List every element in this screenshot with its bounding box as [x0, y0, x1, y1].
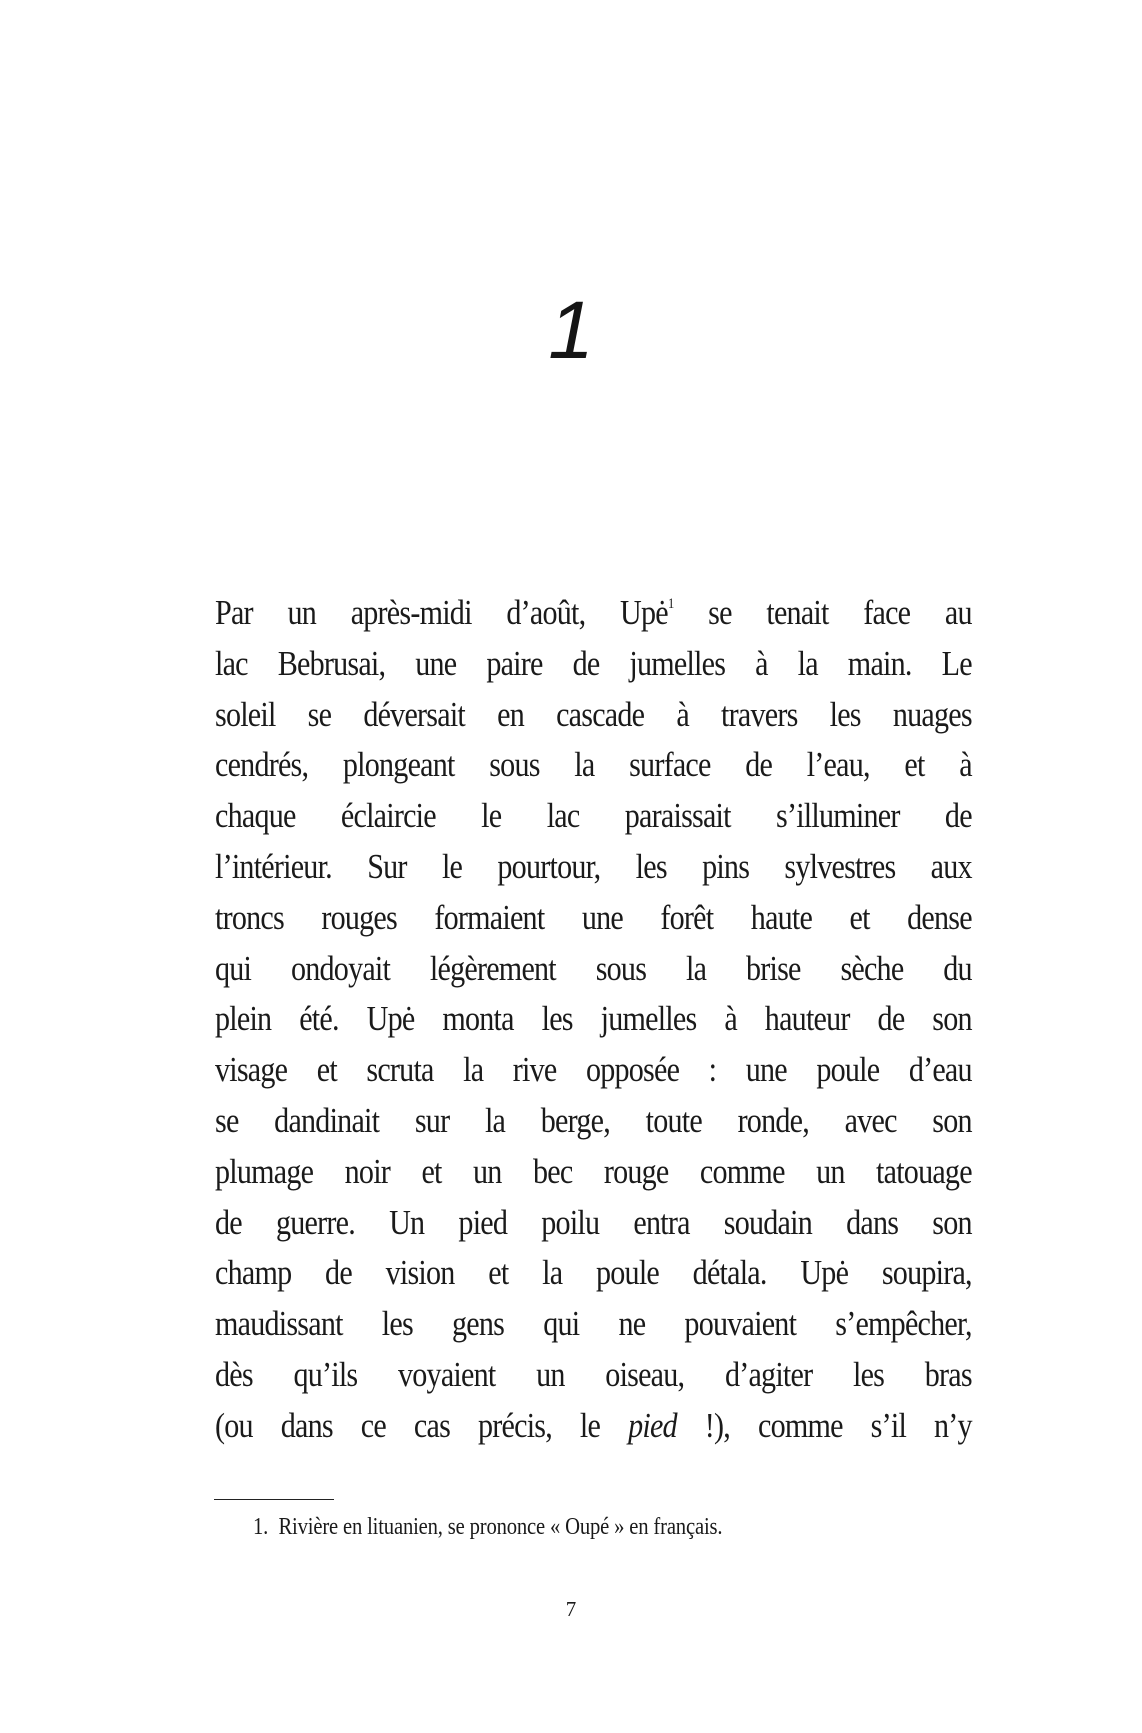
text-segment: Par un après-midi d’août, Upė [215, 593, 668, 632]
text-segment: se tenait face au [673, 593, 972, 632]
text-line: chaque éclaircie le lac paraissait s’illuminer de [215, 796, 972, 836]
text-line: dès qu’ils voyaient un oiseau, d’agiter les bras [215, 1354, 972, 1394]
footnote-number: 1. [253, 1514, 269, 1540]
chapter-number: 1 [548, 285, 594, 376]
text-line: qui ondoyait légèrement sous la brise sèche du [215, 948, 972, 988]
text-line: de guerre. Un pied poilu entra soudain dans son [215, 1202, 972, 1242]
text-line: se dandinait sur la berge, toute ronde, avec son [215, 1100, 972, 1140]
text-line: champ de vision et la poule détala. Upė soupira, [215, 1253, 972, 1293]
text-line: plein été. Upė monta les jumelles à hauteur de son [215, 999, 972, 1039]
text-line: lac Bebrusai, une paire de jumelles à la main. Le [215, 643, 972, 683]
body-paragraph [215, 588, 972, 1452]
footnote-text: Rivière en lituanien, se prononce « Oupé » en français. [278, 1514, 723, 1540]
text-segment: (ou dans ce cas précis, le [215, 1405, 629, 1445]
text-segment: !), comme s’il n’y [676, 1405, 972, 1445]
text-line [215, 1401, 972, 1452]
footnote-reference[interactable]: 1 [667, 596, 674, 612]
footnote [253, 1512, 722, 1542]
text-line [215, 588, 972, 639]
italic-emphasis: pied [628, 1405, 677, 1445]
text-line: soleil se déversait en cascade à travers les nuages [215, 694, 972, 734]
page-number: 7 [565, 1597, 577, 1621]
text-line: cendrés, plongeant sous la surface de l’eau, et à [215, 745, 972, 785]
text-line: troncs rouges formaient une forêt haute et dense [215, 897, 972, 937]
footnote-divider [214, 1499, 334, 1500]
text-line: maudissant les gens qui ne pouvaient s’empêcher, [215, 1304, 972, 1344]
text-line: visage et scruta la rive opposée : une poule d’eau [215, 1050, 972, 1090]
text-line: plumage noir et un bec rouge comme un tatouage [215, 1151, 972, 1191]
text-line: l’intérieur. Sur le pourtour, les pins sylvestres aux [215, 846, 972, 886]
